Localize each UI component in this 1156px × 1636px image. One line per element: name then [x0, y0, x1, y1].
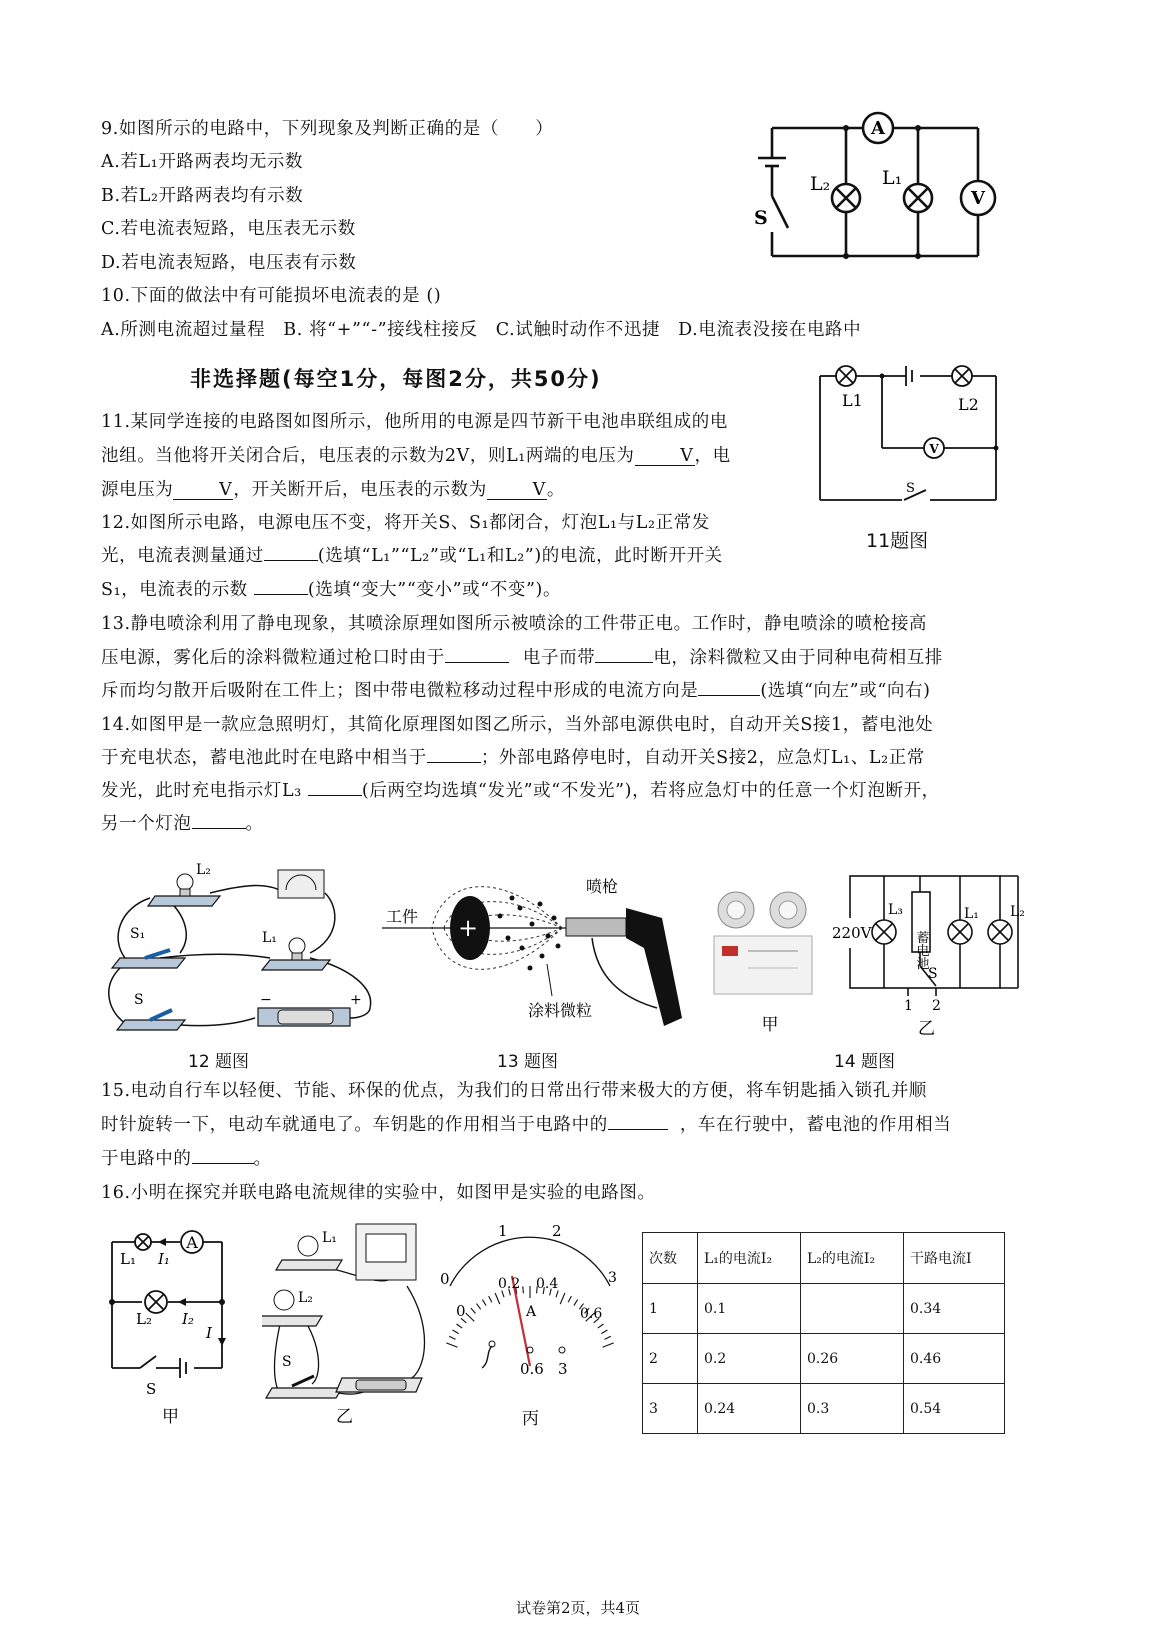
table-header-row — [643, 1233, 1005, 1284]
fig14-jia-label: 甲 — [761, 1015, 779, 1035]
q12-line3 — [101, 579, 561, 601]
q14-blank-1[interactable] — [427, 762, 481, 763]
fig14-l1-label: L₁ — [964, 906, 979, 922]
dial-tick — [605, 1336, 611, 1339]
q11-line3-mid: ，开关断开后，电压表的示数为 — [233, 480, 487, 500]
q9-l2-label: L₂ — [810, 173, 831, 195]
fig16-dial-1: 1 — [498, 1222, 508, 1240]
q13-blank-2[interactable] — [595, 662, 653, 663]
fig14-l3-label: L₃ — [888, 902, 903, 918]
dial-tick — [598, 1324, 604, 1328]
q16-data-table — [642, 1232, 1005, 1434]
fig14-pole2-label: 2 — [932, 998, 941, 1014]
dial-tick — [523, 1286, 524, 1293]
q13-blank-1[interactable] — [445, 662, 509, 663]
fig14-yi-circuit-drawing — [828, 868, 1038, 1043]
fig13-plus-label: + — [457, 914, 479, 942]
q11-line3 — [101, 479, 565, 501]
fig16-jia-circuit — [100, 1220, 240, 1430]
q13-line2-end: 电，涂料微粒又由于同种电荷相互排 — [653, 648, 943, 668]
table-cell: 2 — [643, 1334, 698, 1384]
fig16-jia-caption: 甲 — [162, 1407, 179, 1427]
table-row — [643, 1334, 1005, 1384]
dial-tick — [560, 1293, 565, 1304]
fig16-i-label: I — [206, 1324, 212, 1342]
dial-tick — [471, 1308, 476, 1313]
fig14-battery-label: 蓄电池 — [913, 930, 929, 970]
q11-line2-text: 池组。当他将开关闭合后，电压表的示数为2V，则L₁两端的电压为 — [101, 446, 635, 466]
fig12-l1-label: L₁ — [262, 930, 277, 946]
fig14-jia-lamp-drawing — [708, 888, 818, 1038]
q14-line2-end: ；外部电路停电时，自动开关S接2，应急灯L₁、L₂正常 — [480, 748, 925, 768]
table-cell[interactable] — [801, 1284, 904, 1334]
fig16-bing-caption: 丙 — [522, 1409, 539, 1429]
fig13-particles-label: 涂料微粒 — [528, 1001, 593, 1020]
q13-line3 — [101, 680, 931, 702]
q9-circuit-figure — [750, 108, 1010, 268]
fig12-plus-label: + — [350, 992, 362, 1008]
table-cell: 0.2 — [698, 1334, 801, 1384]
q9-option-c: C.若电流表短路，电压表无示数 — [101, 219, 356, 239]
dial-tick — [603, 1343, 614, 1347]
fig16-dial-unit: A — [526, 1304, 537, 1320]
table-cell: 0.24 — [698, 1384, 801, 1434]
dial-tick — [482, 1300, 486, 1306]
q12-line2-text: 光，电流表测量通过 — [101, 546, 264, 566]
q11-line3-end: 。 — [546, 480, 565, 500]
fig12-s1-label: S₁ — [130, 926, 146, 942]
fig12-l2-label: L₂ — [196, 862, 211, 878]
q9-stem: 9.如图所示的电路中，下列现象及判断正确的是（ ） — [101, 119, 554, 139]
fig14-l2-label: L₂ — [1010, 904, 1025, 920]
section-title: 非选择题(每空1分，每图2分，共50分) — [190, 367, 602, 391]
q14-line3-text: 发光，此时充电指示灯L₃ — [101, 781, 302, 801]
q10-stem: 10.下面的做法中有可能损坏电流表的是 () — [101, 286, 442, 306]
fig12-minus-label: − — [260, 992, 272, 1008]
dial-tick — [457, 1324, 463, 1328]
table-cell: 0.26 — [801, 1334, 904, 1384]
q12-line3-text: S₁，电流表的示数 — [101, 580, 248, 600]
fig14-switch-label: S — [928, 966, 938, 982]
fig16-yi-l2-label: L₂ — [298, 1290, 313, 1306]
page-footer: 试卷第2页，共4页 — [515, 1599, 641, 1617]
dial-tick — [489, 1296, 492, 1302]
fig16-ammeter-label: A — [186, 1233, 198, 1252]
fig16-i2-label: I₂ — [182, 1310, 194, 1328]
dial-tick — [574, 1300, 578, 1306]
dial-tick — [495, 1293, 500, 1304]
q15-blank-1[interactable] — [608, 1129, 668, 1130]
q11-line2 — [101, 445, 731, 467]
fig14-yi-label: 乙 — [918, 1019, 935, 1039]
q9-option-b: B.若L₂开路两表均有示数 — [101, 186, 304, 206]
fig16-dial-0-4: 0.4 — [536, 1276, 559, 1292]
fig14-pole1-label: 1 — [904, 998, 913, 1014]
q12-blank-2[interactable] — [254, 594, 308, 595]
q15-line2 — [101, 1114, 951, 1136]
q11-l1-label: L1 — [842, 391, 863, 410]
q11-circuit-figure — [810, 360, 1010, 510]
q15-line3-text: 于电路中的 — [101, 1149, 192, 1169]
fig16-dial-2: 2 — [552, 1222, 562, 1240]
q13-line2-mid: 电子而带 — [522, 648, 596, 668]
q15-line2-end: ，车在行驶中，蓄电池的作用相当 — [679, 1115, 952, 1135]
fig13-workpiece-label: 工件 — [386, 907, 419, 926]
q14-line2 — [101, 747, 925, 769]
fig12-circuit-drawing — [100, 858, 385, 1033]
fig16-yi-caption: 乙 — [336, 1407, 353, 1427]
q15-line3 — [101, 1148, 272, 1170]
table-header-cell: 干路电流I — [904, 1233, 1005, 1284]
dial-tick — [446, 1343, 457, 1347]
table-cell: 0.46 — [904, 1334, 1005, 1384]
q15-line1: 15.电动自行车以轻便、节能、环保的优点，为我们的日常出行带来极大的方便，将车钥匙插入锁孔并顺 — [101, 1081, 928, 1101]
fig16-dial-0-left: 0 — [440, 1270, 450, 1288]
fig13-caption: 13 题图 — [497, 1052, 559, 1072]
fig16-terminal-3: 3 — [558, 1360, 568, 1378]
q15-blank-2[interactable] — [192, 1163, 254, 1164]
dial-tick — [453, 1330, 459, 1334]
fig12-caption: 12 题图 — [188, 1052, 250, 1072]
fig16-l1-label: L₁ — [120, 1250, 136, 1268]
fig16-terminal-0-6: 0.6 — [520, 1360, 544, 1378]
q11-caption: 11题图 — [866, 530, 929, 552]
q11-line1: 11.某同学连接的电路图如图所示，他所用的电源是四节新干电池串联组成的电 — [101, 412, 728, 432]
q13-line3-text: 斥而均匀散开后吸附在工件上；图中带电微粒移动过程中形成的电流方向是 — [101, 681, 699, 701]
q12-line1: 12.如图所示电路，电源电压不变，将开关S、S₁都闭合，灯泡L₁与L₂正常发 — [101, 513, 710, 533]
table-header-cell: 次数 — [643, 1233, 698, 1284]
q12-line2 — [101, 545, 723, 567]
fig13-gun-label: 喷枪 — [586, 877, 619, 896]
q9-l1-label: L₁ — [882, 167, 903, 189]
table-header-cell: L₂的电流I₂ — [801, 1233, 904, 1284]
table-cell: 3 — [643, 1384, 698, 1434]
table-cell: 0.34 — [904, 1284, 1005, 1334]
dial-tick — [477, 1304, 481, 1310]
q14-line4-end: 。 — [245, 814, 264, 834]
table-cell: 0.1 — [698, 1284, 801, 1334]
q11-line3-text: 源电压为 — [101, 480, 174, 500]
q14-line1: 14.如图甲是一款应急照明灯，其简化原理图如图乙所示，当外部电源供电时，自动开关S接1，蓄电池处 — [101, 715, 934, 735]
table-cell: 1 — [643, 1284, 698, 1334]
q13-line3-end: (选填“向左”或“向右) — [760, 681, 931, 701]
q10-options: A.所测电流超过量程 B. 将“+”“-”接线柱接反 C.试触时动作不迅捷 D.电流表没接在电路中 — [101, 320, 862, 340]
fig16-yi-drawing — [262, 1216, 442, 1430]
q14-blank-2[interactable] — [308, 795, 362, 796]
q12-line3-end: (选填“变大”“变小”或“不变”)。 — [307, 580, 562, 600]
fig14-220v-label: 220V — [832, 924, 872, 942]
fig16-yi-l1-label: L₁ — [322, 1230, 337, 1246]
q9-option-a: A.若L₁开路两表均无示数 — [101, 152, 304, 172]
q14-line4-text: 另一个灯泡 — [101, 814, 192, 834]
q14-line4 — [101, 813, 264, 835]
q11-blank-3[interactable]: V — [487, 481, 547, 500]
q9-ammeter-label: A — [871, 118, 885, 139]
fig16-l2-label: L₂ — [136, 1310, 152, 1328]
fig12-s-label: S — [134, 992, 144, 1008]
dial-tick — [601, 1330, 607, 1334]
dial-tick — [568, 1296, 571, 1302]
q11-blank-2[interactable]: V — [173, 481, 233, 500]
table-row — [643, 1284, 1005, 1334]
q9-voltmeter-label: V — [971, 188, 985, 209]
q11-switch-label: S — [906, 481, 915, 496]
table-header-cell: L₁的电流I₂ — [698, 1233, 801, 1284]
fig16-switch-label: S — [146, 1380, 157, 1398]
q11-voltmeter-label: V — [929, 442, 939, 456]
q13-line1: 13.静电喷涂利用了静电现象，其喷涂原理如图所示被喷涂的工件带正电。工作时，静电喷涂的喷枪接高 — [101, 614, 928, 634]
q11-l2-label: L2 — [958, 395, 979, 414]
fig16-dial-3: 3 — [608, 1270, 617, 1286]
table-cell: 0.54 — [904, 1384, 1005, 1434]
q14-blank-3[interactable] — [192, 828, 246, 829]
q11-line2-end: ，电 — [694, 446, 731, 466]
q13-line2 — [101, 647, 943, 669]
q15-line2-text: 时针旋转一下，电动车就通电了。车钥匙的作用相当于电路中的 — [101, 1115, 608, 1135]
q9-option-d: D.若电流表短路，电压表有示数 — [101, 253, 357, 273]
q14-line3 — [101, 780, 940, 802]
q12-blank-1[interactable] — [264, 560, 318, 561]
q16-line1: 16.小明在探究并联电路电流规律的实验中，如图甲是实验的电路图。 — [101, 1183, 656, 1203]
table-cell: 0.3 — [801, 1384, 904, 1434]
fig14-caption: 14 题图 — [834, 1052, 896, 1072]
fig16-dial-0-2: 0.2 — [498, 1276, 521, 1292]
q12-line2-end: (选填“L₁”“L₂”或“L₁和L₂”)的电流，此时断开开关 — [317, 546, 723, 566]
dial-tick — [449, 1336, 455, 1339]
q9-switch-label: S — [754, 207, 768, 229]
q11-blank-1[interactable]: V — [635, 447, 695, 466]
fig16-bing-ammeter-dial — [432, 1222, 622, 1432]
q15-line3-end: 。 — [253, 1149, 272, 1169]
q13-blank-3[interactable] — [698, 695, 760, 696]
table-row — [643, 1384, 1005, 1434]
dial-tick — [466, 1313, 475, 1321]
fig16-dial-0-6: 0.6 — [580, 1306, 603, 1322]
fig13-spray-drawing — [382, 868, 692, 1033]
q14-line2-text: 于充电状态，蓄电池此时在电路中相当于 — [101, 748, 427, 768]
fig16-dial-0: 0 — [456, 1302, 466, 1320]
q14-line3-end: (后两空均选填“发光”或“不发光”)，若将应急灯中的任意一个灯泡断开， — [361, 781, 940, 801]
q13-line2-text: 压电源，雾化后的涂料微粒通过枪口时由于 — [101, 648, 445, 668]
fig16-yi-switch-label: S — [282, 1354, 292, 1370]
fig16-i1-label: I₁ — [158, 1250, 170, 1268]
